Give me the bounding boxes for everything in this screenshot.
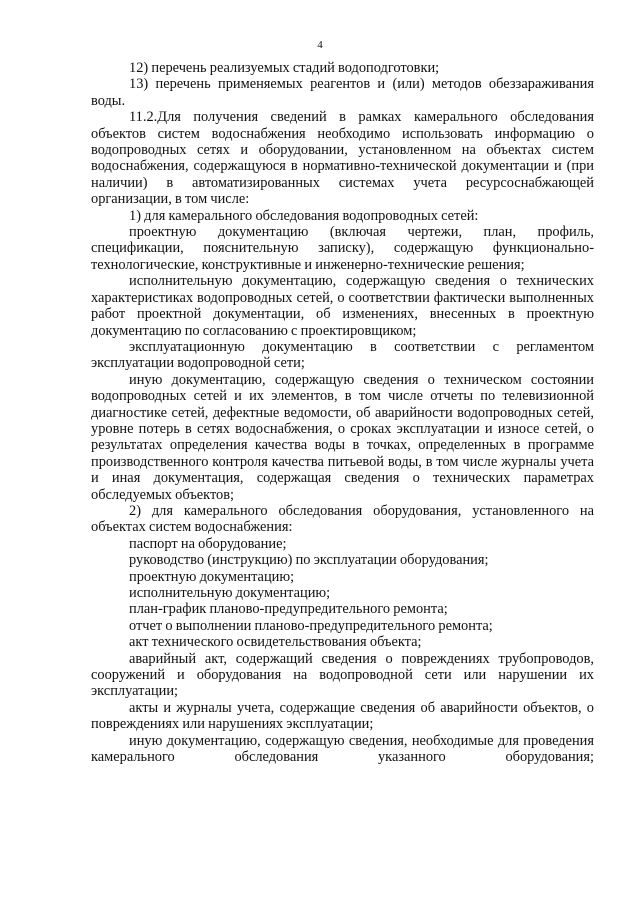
item-project-documentation-2: проектную документацию; [129,568,295,585]
section-11-2-intro: 11.2.Для получения сведений в рамках камерального обследования объектов систем водоснабжения необходимо использовать информацию о водопроводных сетях и оборудовании, установленном на объектах систем водоснабжения, содержащуюся в нормативно-технической документации и (при наличии) в автоматизированных системах учета ресурсоснабжающей организации, в том числе: [91,109,594,208]
item-operating-manual: руководство (инструкцию) по эксплуатации оборудования; [129,552,489,569]
item-project-documentation: проектную документацию (включая чертежи, план, профиль, спецификации, пояснительную записку), содержащую функционально-технологические, конструктивные и инженерно-технические решения; [91,224,594,273]
page-number: 4 [317,39,323,51]
item-operational-documentation: эксплуатационную документацию в соответствии с регламентом эксплуатации водопроводной сети; [91,338,594,372]
item-inspection-act: акт технического освидетельствования объекта; [129,634,422,651]
item-executive-documentation-2: исполнительную документацию; [129,585,331,601]
item-executive-documentation: исполнительную документацию, содержащую сведения о технических характеристиках водопроводных сетей, о соответствии фактически выполненных работ проектной документации, об изменениях, внесенных в проектную документацию по согласованию с проектировщиком; [91,273,594,339]
item-other-documentation-networks: иную документацию, содержащую сведения о техническом состоянии водопроводных сетей и их элементов, в том числе отчеты по телевизионной диагностике сетей, дефектные ведомости, об аварийности водопроводных сетей, уровне потерь в сетях водоснабжения, о сроках эксплуатации и износе сетей, о результатах определения качества воды в точках, определенных в программе производственного контроля качества питьевой воды, в том числе журналы учета и иная документация, содержащая сведения о технических параметрах обследуемых объектов; [91,371,594,503]
item-emergency-act: аварийный акт, содержащий сведения о повреждениях трубопроводов, сооружений и оборудования на водопроводной сети или нарушении их эксплуатации; [91,650,594,700]
list-item-13: 13) перечень применяемых реагентов и (или) методов обеззараживания воды. [91,76,594,109]
item-maintenance-report: отчет о выполнении планово-предупредительного ремонта; [129,617,493,634]
item-other-documentation-equipment: иную документацию, содержащую сведения, необходимые для проведения камерального обследования указанного оборудования; [91,732,594,766]
item-acts-and-logs: акты и журналы учета, содержащие сведения об аварийности объектов, о повреждениях или нарушениях эксплуатации; [91,699,594,733]
subsection-1-heading: 1) для камерального обследования водопроводных сетей: [129,207,479,224]
item-maintenance-schedule: план-график планово-предупредительного ремонта; [129,601,448,618]
list-item-12: 12) перечень реализуемых стадий водоподготовки; [129,60,440,76]
item-equipment-passport: паспорт на оборудование; [129,535,287,552]
subsection-2-heading: 2) для камерального обследования оборудования, установленного на объектах систем водоснабжения: [91,502,594,536]
document-body [91,60,594,765]
